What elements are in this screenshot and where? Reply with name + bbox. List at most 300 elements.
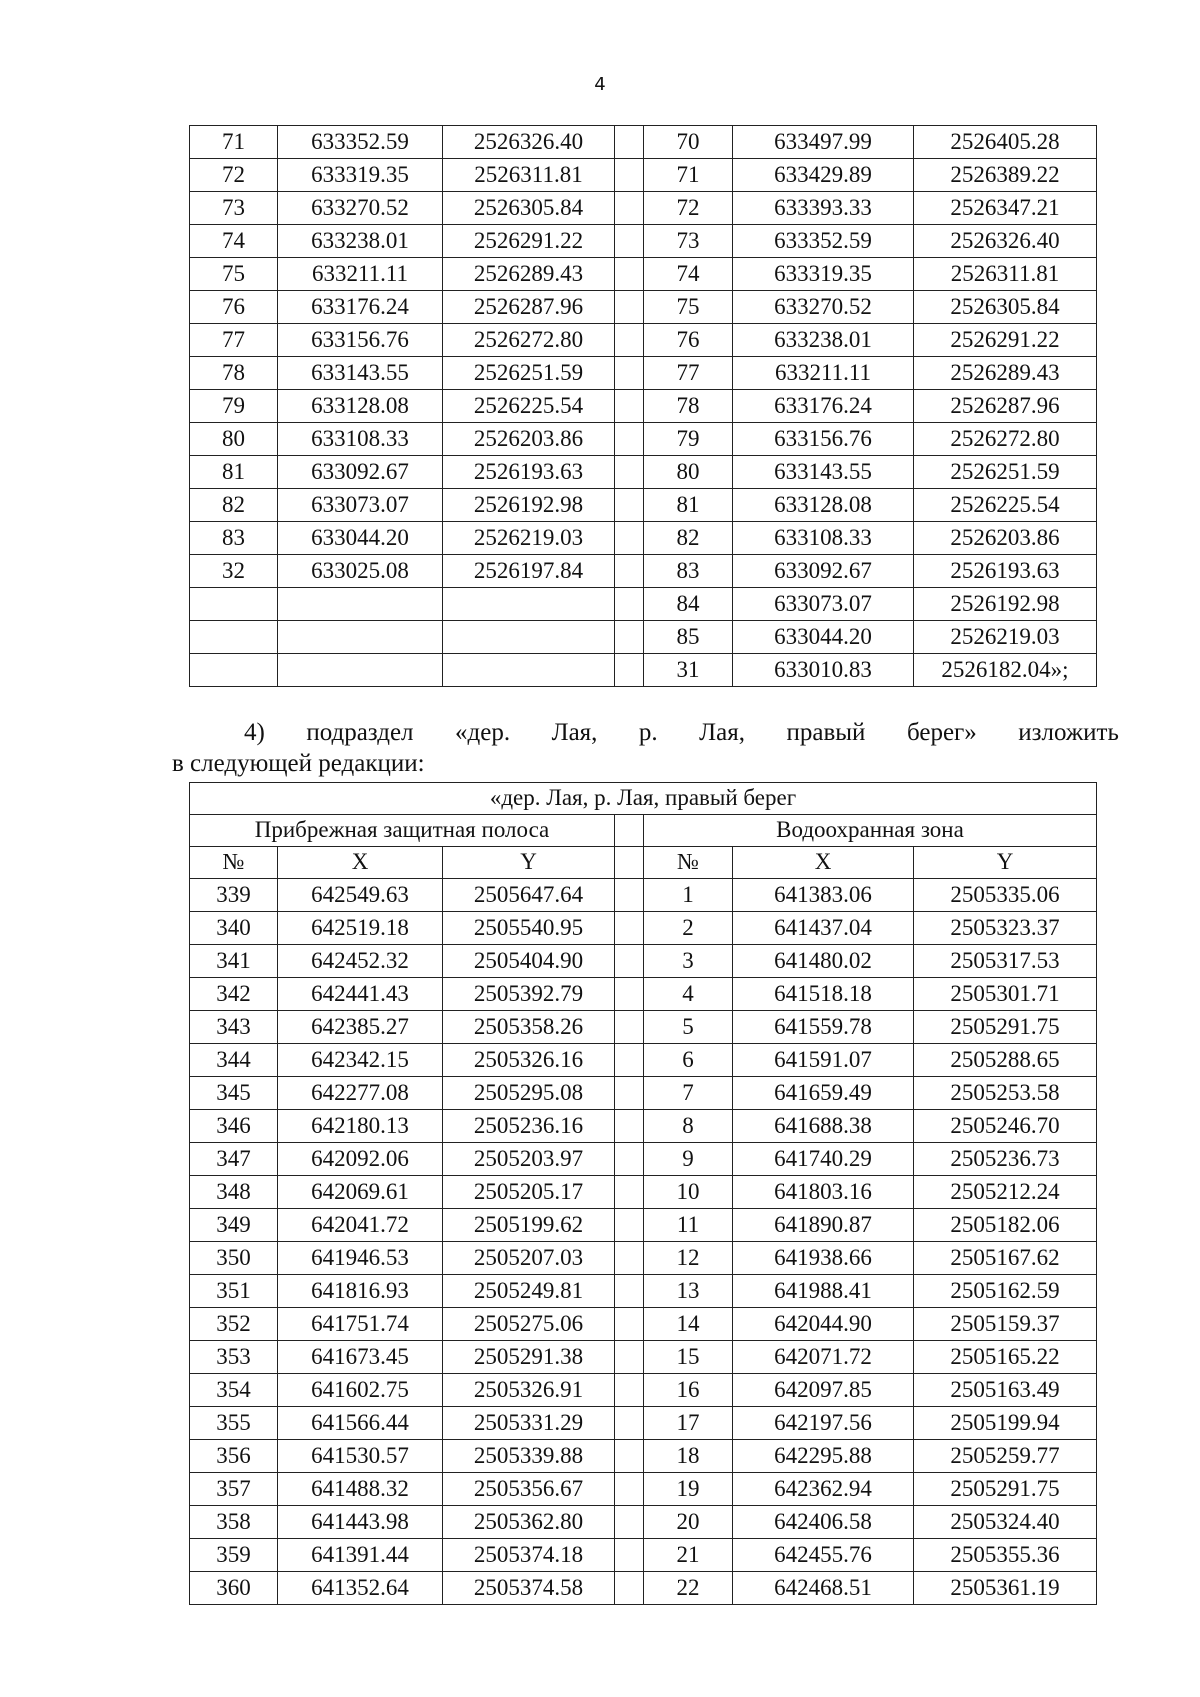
right-coord-x-cell: 641559.78 <box>733 1011 914 1044</box>
right-point-number-cell: 9 <box>644 1143 733 1176</box>
right-point-number-cell: 79 <box>644 423 733 456</box>
left-coord-x-cell: 641602.75 <box>278 1374 443 1407</box>
table-row <box>190 1407 1097 1440</box>
left-coord-x-cell: 642519.18 <box>278 912 443 945</box>
right-coord-x-cell: 641437.04 <box>733 912 914 945</box>
right-coord-x-cell: 641938.66 <box>733 1242 914 1275</box>
left-coord-x-cell: 641566.44 <box>278 1407 443 1440</box>
right-coord-y-cell: 2526289.43 <box>914 357 1097 390</box>
gap-cell <box>615 912 644 945</box>
right-coord-x-cell: 641803.16 <box>733 1176 914 1209</box>
right-point-number-cell: 18 <box>644 1440 733 1473</box>
left-coord-x-cell: 641530.57 <box>278 1440 443 1473</box>
right-coord-y-cell: 2505259.77 <box>914 1440 1097 1473</box>
right-coord-x-cell: 633352.59 <box>733 225 914 258</box>
left-coord-x-cell: 642342.15 <box>278 1044 443 1077</box>
right-point-number-cell: 8 <box>644 1110 733 1143</box>
right-point-number-cell: 85 <box>644 621 733 654</box>
left-point-number-cell: 78 <box>190 357 278 390</box>
gap-cell <box>615 1110 644 1143</box>
left-coord-y-cell <box>443 621 615 654</box>
left-point-number-cell: 357 <box>190 1473 278 1506</box>
gap-cell <box>615 1572 644 1605</box>
right-coord-y-cell: 2505246.70 <box>914 1110 1097 1143</box>
left-coord-y-cell: 2526193.63 <box>443 456 615 489</box>
gap-cell <box>615 1308 644 1341</box>
left-point-number-cell: 76 <box>190 291 278 324</box>
gap-cell <box>615 1176 644 1209</box>
left-coord-x-cell: 633270.52 <box>278 192 443 225</box>
right-coord-x-cell: 641988.41 <box>733 1275 914 1308</box>
right-coord-y-cell: 2505236.73 <box>914 1143 1097 1176</box>
right-coord-x-cell: 642071.72 <box>733 1341 914 1374</box>
left-coord-x-cell: 642041.72 <box>278 1209 443 1242</box>
gap-cell <box>615 1440 644 1473</box>
table-row <box>190 912 1097 945</box>
right-coord-y-cell: 2526203.86 <box>914 522 1097 555</box>
left-coord-y-cell: 2526219.03 <box>443 522 615 555</box>
left-point-number-cell: 352 <box>190 1308 278 1341</box>
gap-cell <box>615 1374 644 1407</box>
table-row <box>190 978 1097 1011</box>
right-coord-x-cell: 633429.89 <box>733 159 914 192</box>
left-point-number-cell: 77 <box>190 324 278 357</box>
table-row <box>190 1176 1097 1209</box>
right-coord-x-cell: 642197.56 <box>733 1407 914 1440</box>
right-coord-x-cell: 633128.08 <box>733 489 914 522</box>
right-point-number-cell: 80 <box>644 456 733 489</box>
right-coord-x-cell: 641688.38 <box>733 1110 914 1143</box>
right-point-number-cell: 17 <box>644 1407 733 1440</box>
left-coord-x-cell: 641443.98 <box>278 1506 443 1539</box>
left-coord-x-cell: 642452.32 <box>278 945 443 978</box>
left-point-number-cell: 83 <box>190 522 278 555</box>
left-coord-x-cell: 633352.59 <box>278 126 443 159</box>
right-coord-x-cell: 633010.83 <box>733 654 914 687</box>
right-coord-x-cell: 633176.24 <box>733 390 914 423</box>
left-point-number-cell: 354 <box>190 1374 278 1407</box>
left-coord-x-cell: 633176.24 <box>278 291 443 324</box>
right-coord-x-cell: 633270.52 <box>733 291 914 324</box>
right-coord-y-cell: 2505301.71 <box>914 978 1097 1011</box>
paragraph-word: 4) <box>244 719 265 746</box>
left-coord-x-cell: 633156.76 <box>278 324 443 357</box>
gap-cell <box>615 291 644 324</box>
left-coord-y-cell: 2505374.58 <box>443 1572 615 1605</box>
right-coord-x-cell: 633108.33 <box>733 522 914 555</box>
left-coord-y-cell: 2505339.88 <box>443 1440 615 1473</box>
right-coord-x-cell: 641591.07 <box>733 1044 914 1077</box>
right-point-number-cell: 16 <box>644 1374 733 1407</box>
left-coord-y-cell: 2505392.79 <box>443 978 615 1011</box>
left-point-number-cell: 343 <box>190 1011 278 1044</box>
left-coord-x-cell <box>278 621 443 654</box>
table-row <box>190 357 1097 390</box>
left-coord-x-cell: 642549.63 <box>278 879 443 912</box>
table-row <box>190 879 1097 912</box>
right-point-number-cell: 20 <box>644 1506 733 1539</box>
coordinates-table-bottom <box>189 782 1097 1605</box>
section-heading-water-protection-zone: Водоохранная зона <box>644 815 1097 847</box>
right-coord-y-cell: 2505361.19 <box>914 1572 1097 1605</box>
right-coord-y-cell: 2526287.96 <box>914 390 1097 423</box>
left-coord-x-cell <box>278 588 443 621</box>
right-coord-x-cell: 633238.01 <box>733 324 914 357</box>
right-point-number-cell: 14 <box>644 1308 733 1341</box>
right-point-number-cell: 1 <box>644 879 733 912</box>
right-coord-y-cell: 2505212.24 <box>914 1176 1097 1209</box>
left-coord-x-cell: 642180.13 <box>278 1110 443 1143</box>
right-coord-y-cell: 2505323.37 <box>914 912 1097 945</box>
right-coord-x-cell: 633092.67 <box>733 555 914 588</box>
left-coord-y-cell: 2505249.81 <box>443 1275 615 1308</box>
gap-cell <box>615 159 644 192</box>
gap-cell <box>615 1407 644 1440</box>
left-coord-y-cell: 2526251.59 <box>443 357 615 390</box>
left-coord-y-cell: 2526291.22 <box>443 225 615 258</box>
left-coord-y-cell: 2526289.43 <box>443 258 615 291</box>
left-coord-y-cell: 2526197.84 <box>443 555 615 588</box>
left-coord-x-cell: 633319.35 <box>278 159 443 192</box>
right-coord-y-cell: 2526251.59 <box>914 456 1097 489</box>
right-coord-y-cell: 2505288.65 <box>914 1044 1097 1077</box>
right-point-number-cell: 71 <box>644 159 733 192</box>
amendment-paragraph <box>172 718 1119 748</box>
left-point-number-cell <box>190 588 278 621</box>
gap-cell <box>615 1275 644 1308</box>
left-coord-x-cell: 642092.06 <box>278 1143 443 1176</box>
gap-cell <box>615 324 644 357</box>
paragraph-word: Лая, <box>699 719 745 746</box>
table-row <box>190 945 1097 978</box>
gap-cell <box>615 847 644 879</box>
right-coord-x-cell: 641740.29 <box>733 1143 914 1176</box>
gap-cell <box>615 1242 644 1275</box>
right-coord-y-cell: 2526405.28 <box>914 126 1097 159</box>
right-coord-x-cell: 641890.87 <box>733 1209 914 1242</box>
right-coord-x-cell: 641480.02 <box>733 945 914 978</box>
left-coord-x-cell: 641352.64 <box>278 1572 443 1605</box>
right-point-number-cell: 81 <box>644 489 733 522</box>
right-coord-y-cell: 2505159.37 <box>914 1308 1097 1341</box>
left-coord-x-cell: 642277.08 <box>278 1077 443 1110</box>
right-coord-x-cell: 642455.76 <box>733 1539 914 1572</box>
gap-cell <box>615 879 644 912</box>
right-coord-x-cell: 641659.49 <box>733 1077 914 1110</box>
left-point-number-cell: 342 <box>190 978 278 1011</box>
gap-cell <box>615 357 644 390</box>
gap-cell <box>615 1044 644 1077</box>
left-coord-y-cell: 2505358.26 <box>443 1011 615 1044</box>
left-coord-y-cell: 2505326.91 <box>443 1374 615 1407</box>
coordinates-table-top <box>189 125 1097 687</box>
left-coord-y-cell: 2526272.80 <box>443 324 615 357</box>
table-row <box>190 1341 1097 1374</box>
left-coord-x-cell: 642069.61 <box>278 1176 443 1209</box>
left-coord-x-cell: 642385.27 <box>278 1011 443 1044</box>
table-row <box>190 1011 1097 1044</box>
left-point-number-cell: 80 <box>190 423 278 456</box>
section-heading-protective-strip: Прибрежная защитная полоса <box>190 815 615 847</box>
right-coord-x-cell: 642097.85 <box>733 1374 914 1407</box>
table-row <box>190 258 1097 291</box>
right-coord-y-cell: 2505162.59 <box>914 1275 1097 1308</box>
table-row <box>190 555 1097 588</box>
right-point-number-cell: 12 <box>644 1242 733 1275</box>
right-point-number-cell: 70 <box>644 126 733 159</box>
left-point-number-cell: 75 <box>190 258 278 291</box>
gap-cell <box>615 192 644 225</box>
right-point-number-cell: 2 <box>644 912 733 945</box>
table-row <box>190 126 1097 159</box>
left-coord-x-cell: 633143.55 <box>278 357 443 390</box>
right-coord-y-cell: 2526182.04»; <box>914 654 1097 687</box>
right-coord-y-cell: 2505182.06 <box>914 1209 1097 1242</box>
right-point-number-cell: 74 <box>644 258 733 291</box>
column-header-x: X <box>278 847 443 879</box>
left-point-number-cell: 339 <box>190 879 278 912</box>
table-row <box>190 1473 1097 1506</box>
right-point-number-cell: 77 <box>644 357 733 390</box>
left-coord-y-cell: 2505362.80 <box>443 1506 615 1539</box>
right-coord-x-cell: 633497.99 <box>733 126 914 159</box>
right-point-number-cell: 22 <box>644 1572 733 1605</box>
left-coord-y-cell: 2505356.67 <box>443 1473 615 1506</box>
paragraph-word: изложить <box>1018 719 1119 746</box>
right-coord-x-cell: 641518.18 <box>733 978 914 1011</box>
left-point-number-cell: 73 <box>190 192 278 225</box>
table-row <box>190 489 1097 522</box>
right-coord-x-cell: 633156.76 <box>733 423 914 456</box>
column-header-number: № <box>190 847 278 879</box>
left-coord-y-cell: 2505404.90 <box>443 945 615 978</box>
gap-cell <box>615 423 644 456</box>
right-coord-y-cell: 2526272.80 <box>914 423 1097 456</box>
left-coord-y-cell <box>443 654 615 687</box>
right-coord-y-cell: 2505163.49 <box>914 1374 1097 1407</box>
right-coord-x-cell: 642295.88 <box>733 1440 914 1473</box>
left-point-number-cell: 79 <box>190 390 278 423</box>
right-coord-y-cell: 2505324.40 <box>914 1506 1097 1539</box>
left-coord-x-cell <box>278 654 443 687</box>
left-coord-y-cell: 2505207.03 <box>443 1242 615 1275</box>
left-point-number-cell: 349 <box>190 1209 278 1242</box>
right-coord-x-cell: 642406.58 <box>733 1506 914 1539</box>
left-coord-y-cell: 2505540.95 <box>443 912 615 945</box>
left-point-number-cell: 348 <box>190 1176 278 1209</box>
left-point-number-cell: 72 <box>190 159 278 192</box>
left-coord-x-cell: 633044.20 <box>278 522 443 555</box>
left-coord-y-cell: 2526287.96 <box>443 291 615 324</box>
table-row <box>190 654 1097 687</box>
left-coord-y-cell: 2505236.16 <box>443 1110 615 1143</box>
right-coord-x-cell: 633319.35 <box>733 258 914 291</box>
table-row <box>190 1506 1097 1539</box>
right-point-number-cell: 82 <box>644 522 733 555</box>
left-coord-y-cell: 2526311.81 <box>443 159 615 192</box>
table-row <box>190 225 1097 258</box>
left-coord-x-cell: 641946.53 <box>278 1242 443 1275</box>
left-coord-x-cell: 633092.67 <box>278 456 443 489</box>
right-coord-y-cell: 2505355.36 <box>914 1539 1097 1572</box>
right-coord-y-cell: 2505291.75 <box>914 1011 1097 1044</box>
left-point-number-cell: 81 <box>190 456 278 489</box>
left-coord-x-cell: 641391.44 <box>278 1539 443 1572</box>
left-point-number-cell <box>190 621 278 654</box>
right-point-number-cell: 7 <box>644 1077 733 1110</box>
gap-cell <box>615 1539 644 1572</box>
column-header-y: Y <box>914 847 1097 879</box>
gap-cell <box>615 654 644 687</box>
paragraph-word: р. <box>638 719 658 746</box>
gap-cell <box>615 1473 644 1506</box>
right-point-number-cell: 3 <box>644 945 733 978</box>
left-coord-y-cell: 2526203.86 <box>443 423 615 456</box>
table-row <box>190 1275 1097 1308</box>
gap-cell <box>615 1341 644 1374</box>
table-row <box>190 1044 1097 1077</box>
right-coord-y-cell: 2505335.06 <box>914 879 1097 912</box>
right-coord-y-cell: 2526311.81 <box>914 258 1097 291</box>
right-coord-y-cell: 2526305.84 <box>914 291 1097 324</box>
left-point-number-cell: 32 <box>190 555 278 588</box>
table-row <box>190 1209 1097 1242</box>
left-coord-y-cell: 2505291.38 <box>443 1341 615 1374</box>
left-point-number-cell <box>190 654 278 687</box>
right-coord-y-cell: 2526389.22 <box>914 159 1097 192</box>
right-coord-y-cell: 2505317.53 <box>914 945 1097 978</box>
left-coord-x-cell: 633073.07 <box>278 489 443 522</box>
table-row <box>190 522 1097 555</box>
right-coord-x-cell: 642468.51 <box>733 1572 914 1605</box>
left-coord-y-cell: 2505205.17 <box>443 1176 615 1209</box>
table-row <box>190 1242 1097 1275</box>
left-coord-x-cell: 633025.08 <box>278 555 443 588</box>
left-coord-y-cell: 2505199.62 <box>443 1209 615 1242</box>
table-row <box>190 1143 1097 1176</box>
right-coord-y-cell: 2505167.62 <box>914 1242 1097 1275</box>
left-point-number-cell: 356 <box>190 1440 278 1473</box>
right-coord-x-cell: 642044.90 <box>733 1308 914 1341</box>
gap-cell <box>615 1506 644 1539</box>
gap-cell <box>615 621 644 654</box>
left-point-number-cell: 355 <box>190 1407 278 1440</box>
right-point-number-cell: 75 <box>644 291 733 324</box>
right-coord-x-cell: 633211.11 <box>733 357 914 390</box>
table-title: «дер. Лая, р. Лая, правый берег <box>190 783 1097 815</box>
gap-cell <box>615 1077 644 1110</box>
right-point-number-cell: 19 <box>644 1473 733 1506</box>
left-point-number-cell: 82 <box>190 489 278 522</box>
left-point-number-cell: 359 <box>190 1539 278 1572</box>
left-point-number-cell: 71 <box>190 126 278 159</box>
table-row <box>190 291 1097 324</box>
left-coord-y-cell: 2505275.06 <box>443 1308 615 1341</box>
left-coord-x-cell: 641488.32 <box>278 1473 443 1506</box>
gap-cell <box>615 522 644 555</box>
left-coord-y-cell <box>443 588 615 621</box>
left-coord-y-cell: 2505295.08 <box>443 1077 615 1110</box>
paragraph-word: «дер. <box>455 719 511 746</box>
gap-cell <box>615 390 644 423</box>
gap-cell <box>615 225 644 258</box>
left-point-number-cell: 353 <box>190 1341 278 1374</box>
right-point-number-cell: 11 <box>644 1209 733 1242</box>
amendment-paragraph-line2: в следующей редакции: <box>172 750 425 777</box>
paragraph-word: берег» <box>906 719 977 746</box>
table-row <box>190 456 1097 489</box>
left-coord-y-cell: 2526225.54 <box>443 390 615 423</box>
left-coord-x-cell: 641816.93 <box>278 1275 443 1308</box>
left-coord-y-cell: 2505374.18 <box>443 1539 615 1572</box>
left-coord-x-cell: 633238.01 <box>278 225 443 258</box>
table-row <box>190 1110 1097 1143</box>
table-row <box>190 1374 1097 1407</box>
gap-cell <box>615 126 644 159</box>
right-coord-y-cell: 2505253.58 <box>914 1077 1097 1110</box>
right-coord-y-cell: 2526326.40 <box>914 225 1097 258</box>
left-coord-y-cell: 2505326.16 <box>443 1044 615 1077</box>
left-point-number-cell: 340 <box>190 912 278 945</box>
left-point-number-cell: 344 <box>190 1044 278 1077</box>
table-row <box>190 1440 1097 1473</box>
right-point-number-cell: 10 <box>644 1176 733 1209</box>
table-row <box>190 1308 1097 1341</box>
right-coord-y-cell: 2505165.22 <box>914 1341 1097 1374</box>
right-coord-y-cell: 2505291.75 <box>914 1473 1097 1506</box>
left-coord-y-cell: 2526305.84 <box>443 192 615 225</box>
gap-cell <box>615 978 644 1011</box>
gap-cell <box>615 588 644 621</box>
right-point-number-cell: 31 <box>644 654 733 687</box>
right-point-number-cell: 6 <box>644 1044 733 1077</box>
right-point-number-cell: 84 <box>644 588 733 621</box>
gap-cell <box>615 1209 644 1242</box>
right-point-number-cell: 21 <box>644 1539 733 1572</box>
right-coord-x-cell: 641383.06 <box>733 879 914 912</box>
page-number: 4 <box>594 74 606 95</box>
right-coord-x-cell: 633393.33 <box>733 192 914 225</box>
left-coord-y-cell: 2505647.64 <box>443 879 615 912</box>
left-coord-y-cell: 2526192.98 <box>443 489 615 522</box>
right-point-number-cell: 72 <box>644 192 733 225</box>
table-row <box>190 1077 1097 1110</box>
gap-cell <box>615 258 644 291</box>
right-point-number-cell: 83 <box>644 555 733 588</box>
right-coord-y-cell: 2526219.03 <box>914 621 1097 654</box>
gap-cell <box>615 945 644 978</box>
left-point-number-cell: 351 <box>190 1275 278 1308</box>
gap-cell <box>615 456 644 489</box>
left-coord-y-cell: 2505331.29 <box>443 1407 615 1440</box>
right-coord-y-cell: 2526193.63 <box>914 555 1097 588</box>
right-coord-y-cell: 2526291.22 <box>914 324 1097 357</box>
right-point-number-cell: 4 <box>644 978 733 1011</box>
left-point-number-cell: 350 <box>190 1242 278 1275</box>
table-row <box>190 1572 1097 1605</box>
gap-cell <box>615 489 644 522</box>
right-coord-x-cell: 633044.20 <box>733 621 914 654</box>
gap-cell <box>615 815 644 847</box>
table-row <box>190 390 1097 423</box>
left-point-number-cell: 346 <box>190 1110 278 1143</box>
left-coord-x-cell: 642441.43 <box>278 978 443 1011</box>
left-coord-x-cell: 641751.74 <box>278 1308 443 1341</box>
gap-cell <box>615 1011 644 1044</box>
right-coord-x-cell: 633143.55 <box>733 456 914 489</box>
column-header-number: № <box>644 847 733 879</box>
left-coord-x-cell: 633128.08 <box>278 390 443 423</box>
